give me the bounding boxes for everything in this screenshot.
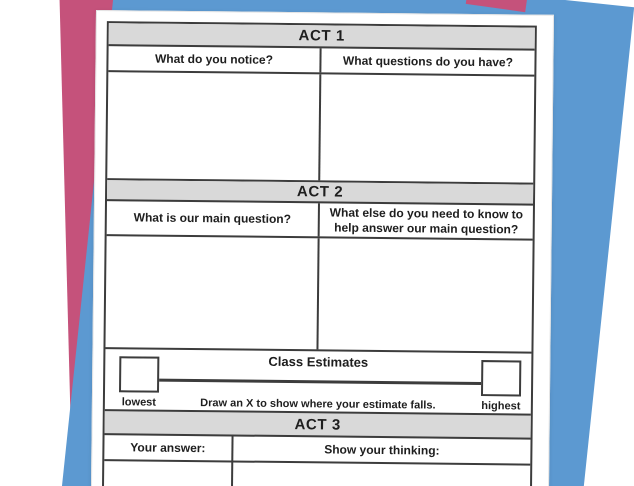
highest-label: highest <box>481 400 521 413</box>
act1-notice-header: What do you notice? <box>154 51 274 67</box>
act3-thinking-response-cell <box>233 462 530 486</box>
class-estimates-title: Class Estimates <box>268 353 369 370</box>
worksheet-page <box>91 10 554 486</box>
act2-title: ACT 2 <box>296 183 344 201</box>
three-act-task-table <box>102 21 537 486</box>
act1-questions-header: What questions do you have? <box>342 53 514 69</box>
act3-answer-response-cell <box>104 461 233 486</box>
act2-main-question-header: What is our main question? <box>133 210 292 227</box>
act2-main-question-response-cell <box>105 236 319 349</box>
act1-questions-header-cell <box>321 48 534 74</box>
act2-need-to-know-header-cell <box>320 203 533 238</box>
act3-title: ACT 3 <box>294 415 341 434</box>
class-estimates-section <box>105 349 532 415</box>
act3-thinking-header-cell <box>233 436 530 463</box>
act1-notice-header-cell <box>108 46 321 72</box>
highest-estimate-box <box>481 360 521 396</box>
act1-notice-response-cell <box>107 72 321 180</box>
act1-title: ACT 1 <box>298 27 346 45</box>
estimate-number-line <box>159 379 481 385</box>
act3-thinking-header: Show your thinking: <box>324 441 440 458</box>
act2-question-row <box>107 201 533 240</box>
lowest-estimate-box <box>119 356 159 392</box>
act2-main-question-header-cell <box>107 201 320 236</box>
estimate-instruction: Draw an X to show where your estimate falls. <box>200 397 436 412</box>
act2-need-to-know-line2: help answer our main question? <box>334 220 519 236</box>
act1-questions-response-cell <box>320 74 534 182</box>
act2-need-to-know-response-cell <box>318 238 532 351</box>
act2-need-to-know-line1: What else do you need to know to <box>329 204 524 221</box>
act1-response-row <box>107 72 534 184</box>
act3-answer-header: Your answer: <box>130 439 206 455</box>
act3-answer-header-cell <box>104 435 233 460</box>
lowest-label: lowest <box>121 396 157 409</box>
act3-response-row <box>104 461 530 486</box>
act2-response-row <box>105 236 532 353</box>
